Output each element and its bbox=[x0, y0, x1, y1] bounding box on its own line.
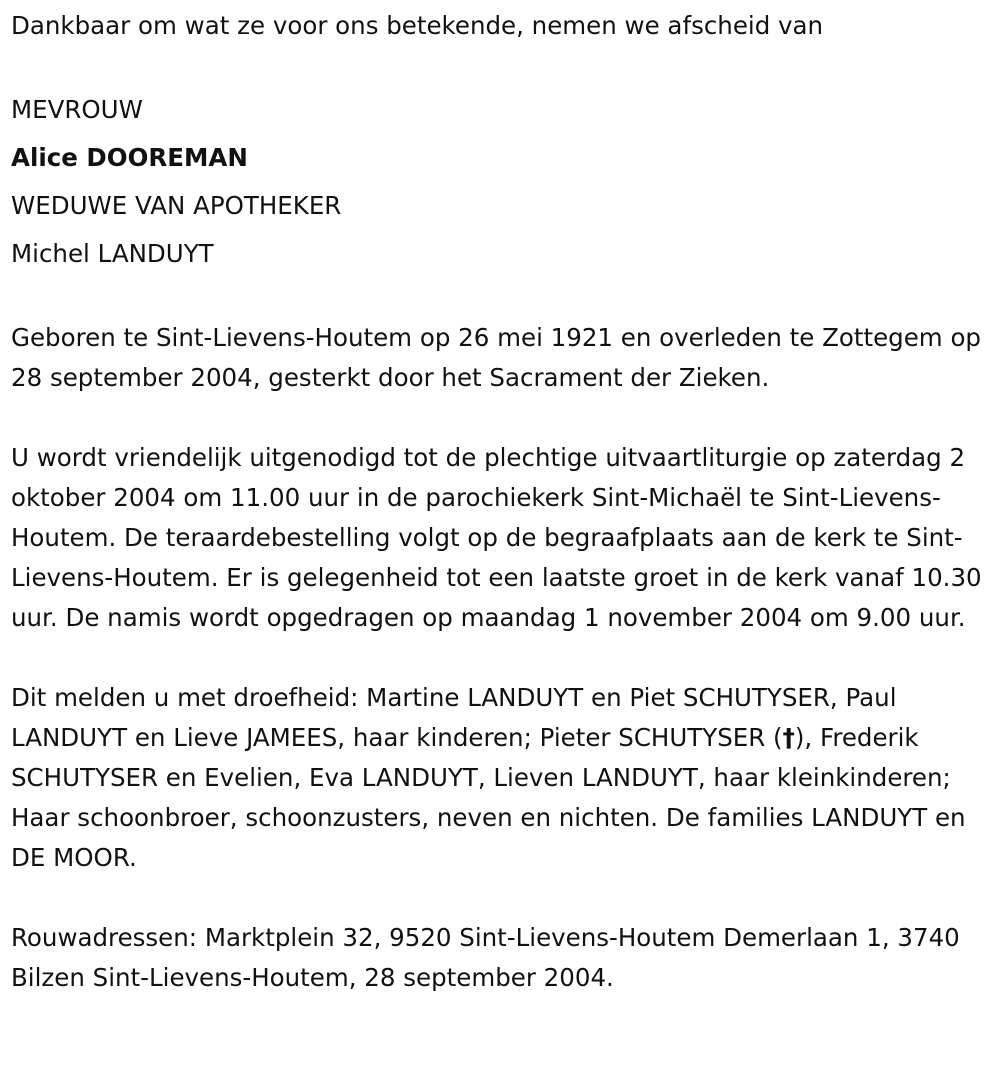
spouse-name: Michel LANDUYT bbox=[11, 239, 214, 268]
funeral-info-paragraph: U wordt vriendelijk uitgenodigd tot de plechtige uitvaartliturgie op zaterdag 2 oktober 2004 om 11.00 uur in de parochiekerk Sint-Michaël te Sint-Lievens-Houtem. De teraardebestelling volgt op de begraafplaats aan de kerk te Sint-Lievens-Houtem. Er is gelegenheid tot een laatste groet in de kerk vanaf 10.30 uur. De namis wordt opgedragen op maandag 1 november 2004 om 9.00 uur. bbox=[11, 443, 982, 632]
intro-text: Dankbaar om wat ze voor ons betekende, nemen we afscheid van bbox=[11, 11, 824, 40]
mourners-text-part1: Dit melden u met droefheid: Martine LANDUYT en Piet SCHUTYSER, Paul LANDUYT en Lieve JAMEES, haar kinderen; Pieter SCHUTYSER ( bbox=[11, 683, 897, 752]
title-prefix: MEVROUW bbox=[11, 95, 143, 124]
addresses-paragraph: Rouwadressen: Marktplein 32, 9520 Sint-Lievens-Houtem Demerlaan 1, 3740 Bilzen Sint-Lievens-Houtem, 28 september 2004. bbox=[11, 923, 960, 992]
birth-death-paragraph: Geboren te Sint-Lievens-Houtem op 26 mei 1921 en overleden te Zottegem op 28 september 2004, gesterkt door het Sacrament der Zieken. bbox=[11, 323, 981, 392]
spouse-title: WEDUWE VAN APOTHEKER bbox=[11, 191, 342, 220]
deceased-name: Alice DOOREMAN bbox=[11, 143, 248, 172]
cross-icon: † bbox=[782, 723, 795, 752]
mourners-paragraph bbox=[11, 678, 990, 878]
mourners-text-part2: ), Frederik SCHUTYSER en Evelien, Eva LANDUYT, Lieven LANDUYT, haar kleinkinderen; Haar schoonbroer, schoonzusters, neven en nichten. De families LANDUYT en DE MOOR. bbox=[11, 723, 966, 872]
spacer bbox=[11, 46, 990, 86]
